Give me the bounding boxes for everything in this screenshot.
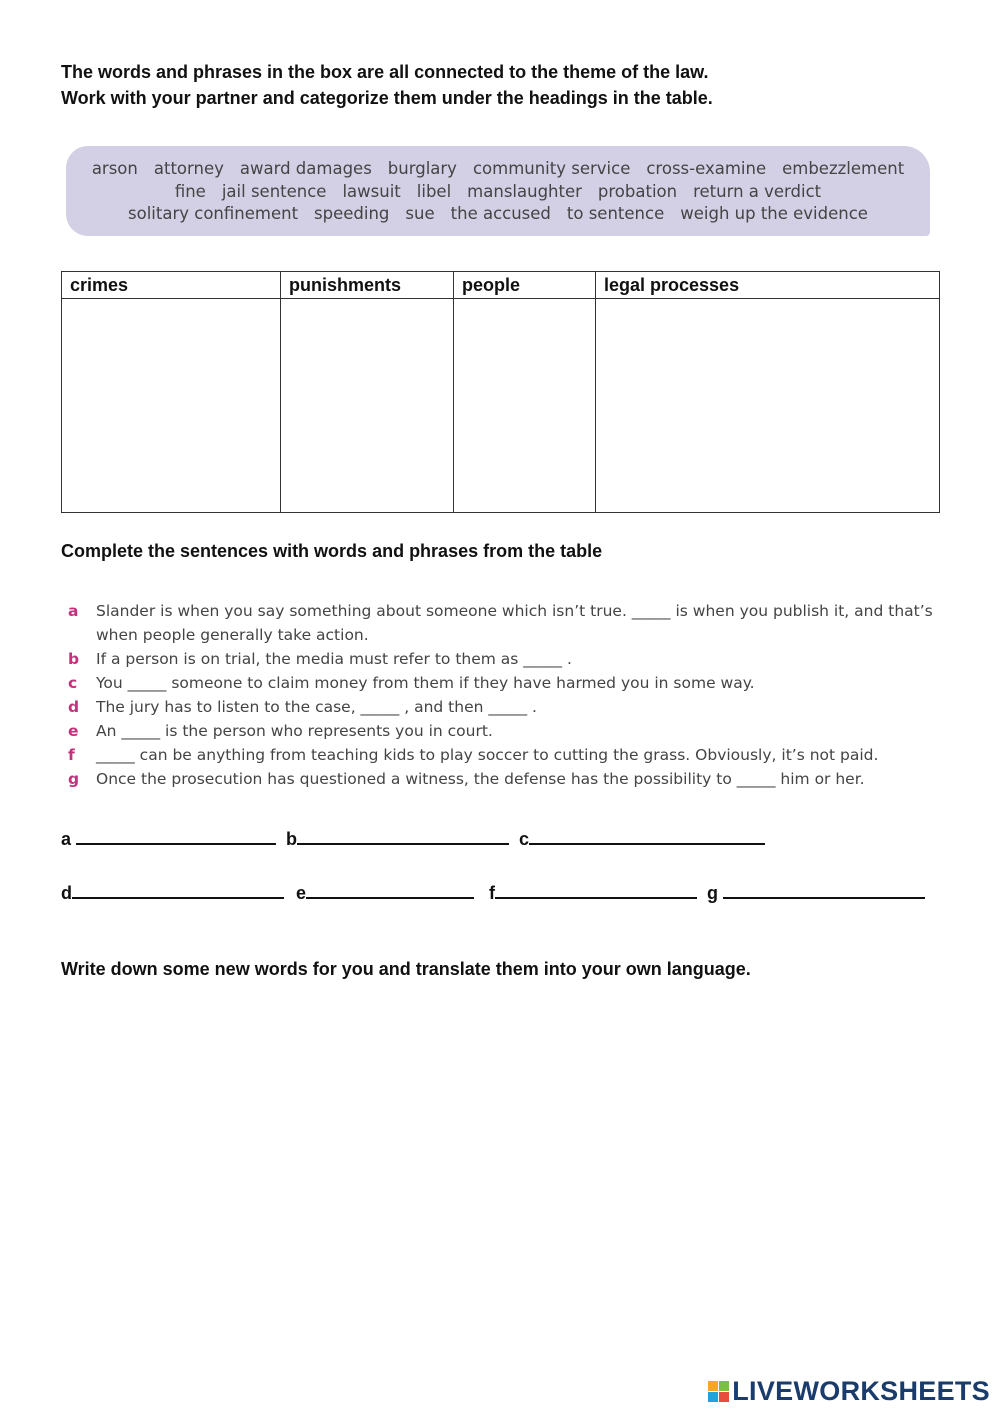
sentence-text: _____ can be anything from teaching kids to play soccer to cutting the grass. Obviously, it’s not paid. xyxy=(96,746,879,764)
instruction-line-2: Work with your partner and categorize them under the headings in the table. xyxy=(61,88,713,108)
instruction-complete: Complete the sentences with words and phrases from the table xyxy=(61,541,603,561)
sentence-item xyxy=(68,767,948,791)
liveworksheets-logo xyxy=(708,1376,990,1407)
sentence-text: Once the prosecution has questioned a witness, the defense has the possibility to _____ him or her. xyxy=(96,770,865,788)
word-box-term: the accused xyxy=(450,204,551,223)
word-box-term: manslaughter xyxy=(467,182,582,201)
answer-blank-line[interactable] xyxy=(495,879,697,899)
cell-people[interactable] xyxy=(454,299,596,513)
word-box-term: fine xyxy=(174,182,206,201)
sentence-item xyxy=(68,743,948,767)
logo-square xyxy=(719,1392,729,1402)
sentence-letter: b xyxy=(68,650,80,668)
header-crimes: crimes xyxy=(62,272,281,299)
header-people: people xyxy=(454,272,596,299)
sentence-letter: a xyxy=(68,602,79,620)
sentence-text: You _____ someone to claim money from them if they have harmed you in some way. xyxy=(96,674,755,692)
answer-blank-line[interactable] xyxy=(529,825,765,845)
sentence-letter: e xyxy=(68,722,79,740)
answer-blank-line[interactable] xyxy=(306,879,474,899)
answer-label: a xyxy=(61,829,77,849)
word-box-term: award damages xyxy=(239,159,372,178)
cell-crimes[interactable] xyxy=(62,299,281,513)
instruction-categorize xyxy=(61,59,713,111)
answer-blank-line[interactable] xyxy=(297,825,509,845)
word-box-term: attorney xyxy=(153,159,224,178)
word-box-term: embezzlement xyxy=(782,159,905,178)
answer-field xyxy=(707,879,925,904)
word-box-term: libel xyxy=(416,182,452,201)
answer-field xyxy=(61,825,276,850)
instruction-translate: Write down some new words for you and translate them into your own language. xyxy=(61,959,751,979)
answer-row-1 xyxy=(61,825,765,850)
sentence-letter: d xyxy=(68,698,80,716)
sentence-text: An _____ is the person who represents you in court. xyxy=(96,722,493,740)
answer-field xyxy=(489,879,697,904)
word-box-line xyxy=(66,204,930,223)
word-box xyxy=(66,146,930,236)
sentence-item xyxy=(68,647,948,671)
cell-legal-processes[interactable] xyxy=(596,299,940,513)
answer-blank-line[interactable] xyxy=(72,879,284,899)
answer-row-2 xyxy=(61,879,925,904)
word-box-term: probation xyxy=(597,182,678,201)
word-box-term: speeding xyxy=(314,204,390,223)
word-box-term: cross-examine xyxy=(646,159,767,178)
sentence-item xyxy=(68,719,948,743)
answer-label: g xyxy=(707,883,724,903)
word-box-term: lawsuit xyxy=(342,182,401,201)
category-table xyxy=(61,271,940,513)
answer-field xyxy=(296,879,474,904)
answer-label: c xyxy=(519,829,530,849)
answer-label: f xyxy=(489,883,496,903)
sentence-text: The jury has to listen to the case, _____ , and then _____ . xyxy=(96,698,537,716)
word-box-line xyxy=(66,159,930,178)
word-box-term: weigh up the evidence xyxy=(680,204,868,223)
word-box-term: to sentence xyxy=(566,204,665,223)
table-header-row xyxy=(62,272,940,299)
answer-field xyxy=(519,825,765,850)
logo-square xyxy=(708,1392,718,1402)
word-box-term: jail sentence xyxy=(221,182,327,201)
answer-blank-line[interactable] xyxy=(723,879,925,899)
header-legal-processes: legal processes xyxy=(596,272,940,299)
instruction-line-1: The words and phrases in the box are all connected to the theme of the law. xyxy=(61,62,709,82)
answer-field xyxy=(286,825,509,850)
sentence-item xyxy=(68,599,948,647)
logo-text: LIVEWORKSHEETS xyxy=(732,1376,990,1406)
answer-label: d xyxy=(61,883,72,903)
sentence-letter: g xyxy=(68,770,80,788)
sentence-text: Slander is when you say something about someone which isn’t true. _____ is when you publish it, and that’s when people generally take action. xyxy=(96,602,933,644)
sentence-list xyxy=(68,599,948,791)
answer-blank-line[interactable] xyxy=(76,825,276,845)
logo-square xyxy=(708,1381,718,1391)
header-punishments: punishments xyxy=(281,272,454,299)
sentence-text: If a person is on trial, the media must refer to them as _____ . xyxy=(96,650,572,668)
word-box-term: community service xyxy=(472,159,631,178)
sentence-item xyxy=(68,695,948,719)
liveworksheets-logo-icon xyxy=(708,1381,729,1402)
answer-label: b xyxy=(286,829,298,849)
cell-punishments[interactable] xyxy=(281,299,454,513)
word-box-term: solitary confinement xyxy=(128,204,299,223)
sentence-letter: c xyxy=(68,674,78,692)
sentence-item xyxy=(68,671,948,695)
word-box-term: return a verdict xyxy=(693,182,822,201)
word-box-term: burglary xyxy=(387,159,457,178)
answer-label: e xyxy=(296,883,307,903)
logo-square xyxy=(719,1381,729,1391)
word-box-line xyxy=(66,182,930,201)
sentence-letter: f xyxy=(68,746,75,764)
word-box-term: arson xyxy=(91,159,138,178)
table-answer-row xyxy=(62,299,940,513)
answer-field xyxy=(61,879,284,904)
word-box-term: sue xyxy=(405,204,435,223)
